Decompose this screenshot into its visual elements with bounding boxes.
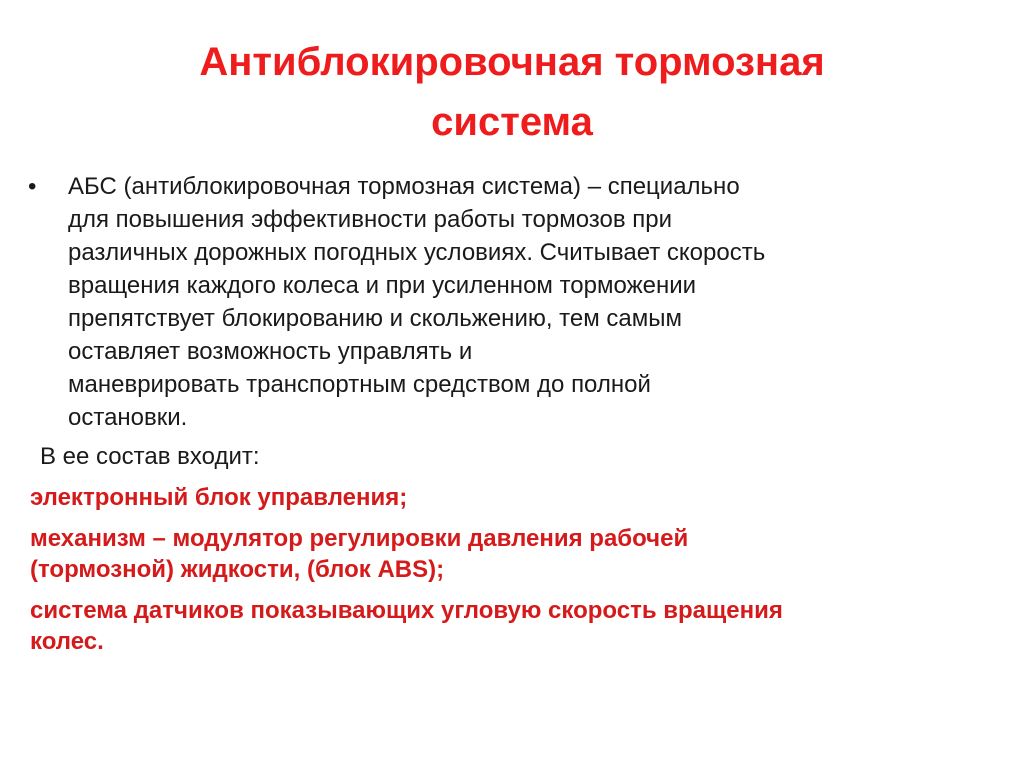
definition-bullet — [28, 170, 988, 434]
slide-title-line-2: система — [431, 100, 593, 144]
component-item-modulator — [30, 523, 990, 585]
component-line: (тормозной) жидкости, (блок ABS); — [30, 556, 445, 583]
component-line: механизм – модулятор регулировки давления рабочей — [30, 525, 689, 552]
definition-line: препятствует блокированию и скольжению, тем самым — [68, 305, 683, 332]
component-item-sensors — [30, 595, 990, 657]
component-line: электронный блок управления; — [30, 484, 408, 511]
definition-line: маневрировать транспортным средством до полной — [68, 371, 651, 398]
definition-line: АБС (антиблокировочная тормозная система) – специально — [68, 173, 740, 200]
slide-title — [100, 32, 924, 152]
definition-line: для повышения эффективности работы тормозов при — [68, 206, 673, 233]
component-line: система датчиков показывающих угловую скорость вращения — [30, 597, 783, 624]
component-item-ecu — [30, 482, 990, 513]
bullet-icon: • — [28, 173, 37, 200]
definition-line: различных дорожных погодных условиях. Считывает скорость — [68, 239, 766, 266]
component-line: колес. — [30, 628, 104, 655]
composition-intro: В ее состав входит: — [40, 443, 260, 470]
slide-title-line-1: Антиблокировочная тормозная — [199, 40, 825, 84]
definition-line: оставляет возможность управлять и — [68, 338, 473, 365]
definition-text — [68, 170, 968, 434]
definition-line: вращения каждого колеса и при усиленном торможении — [68, 272, 697, 299]
definition-line: остановки. — [68, 404, 188, 431]
components-list — [30, 482, 990, 667]
